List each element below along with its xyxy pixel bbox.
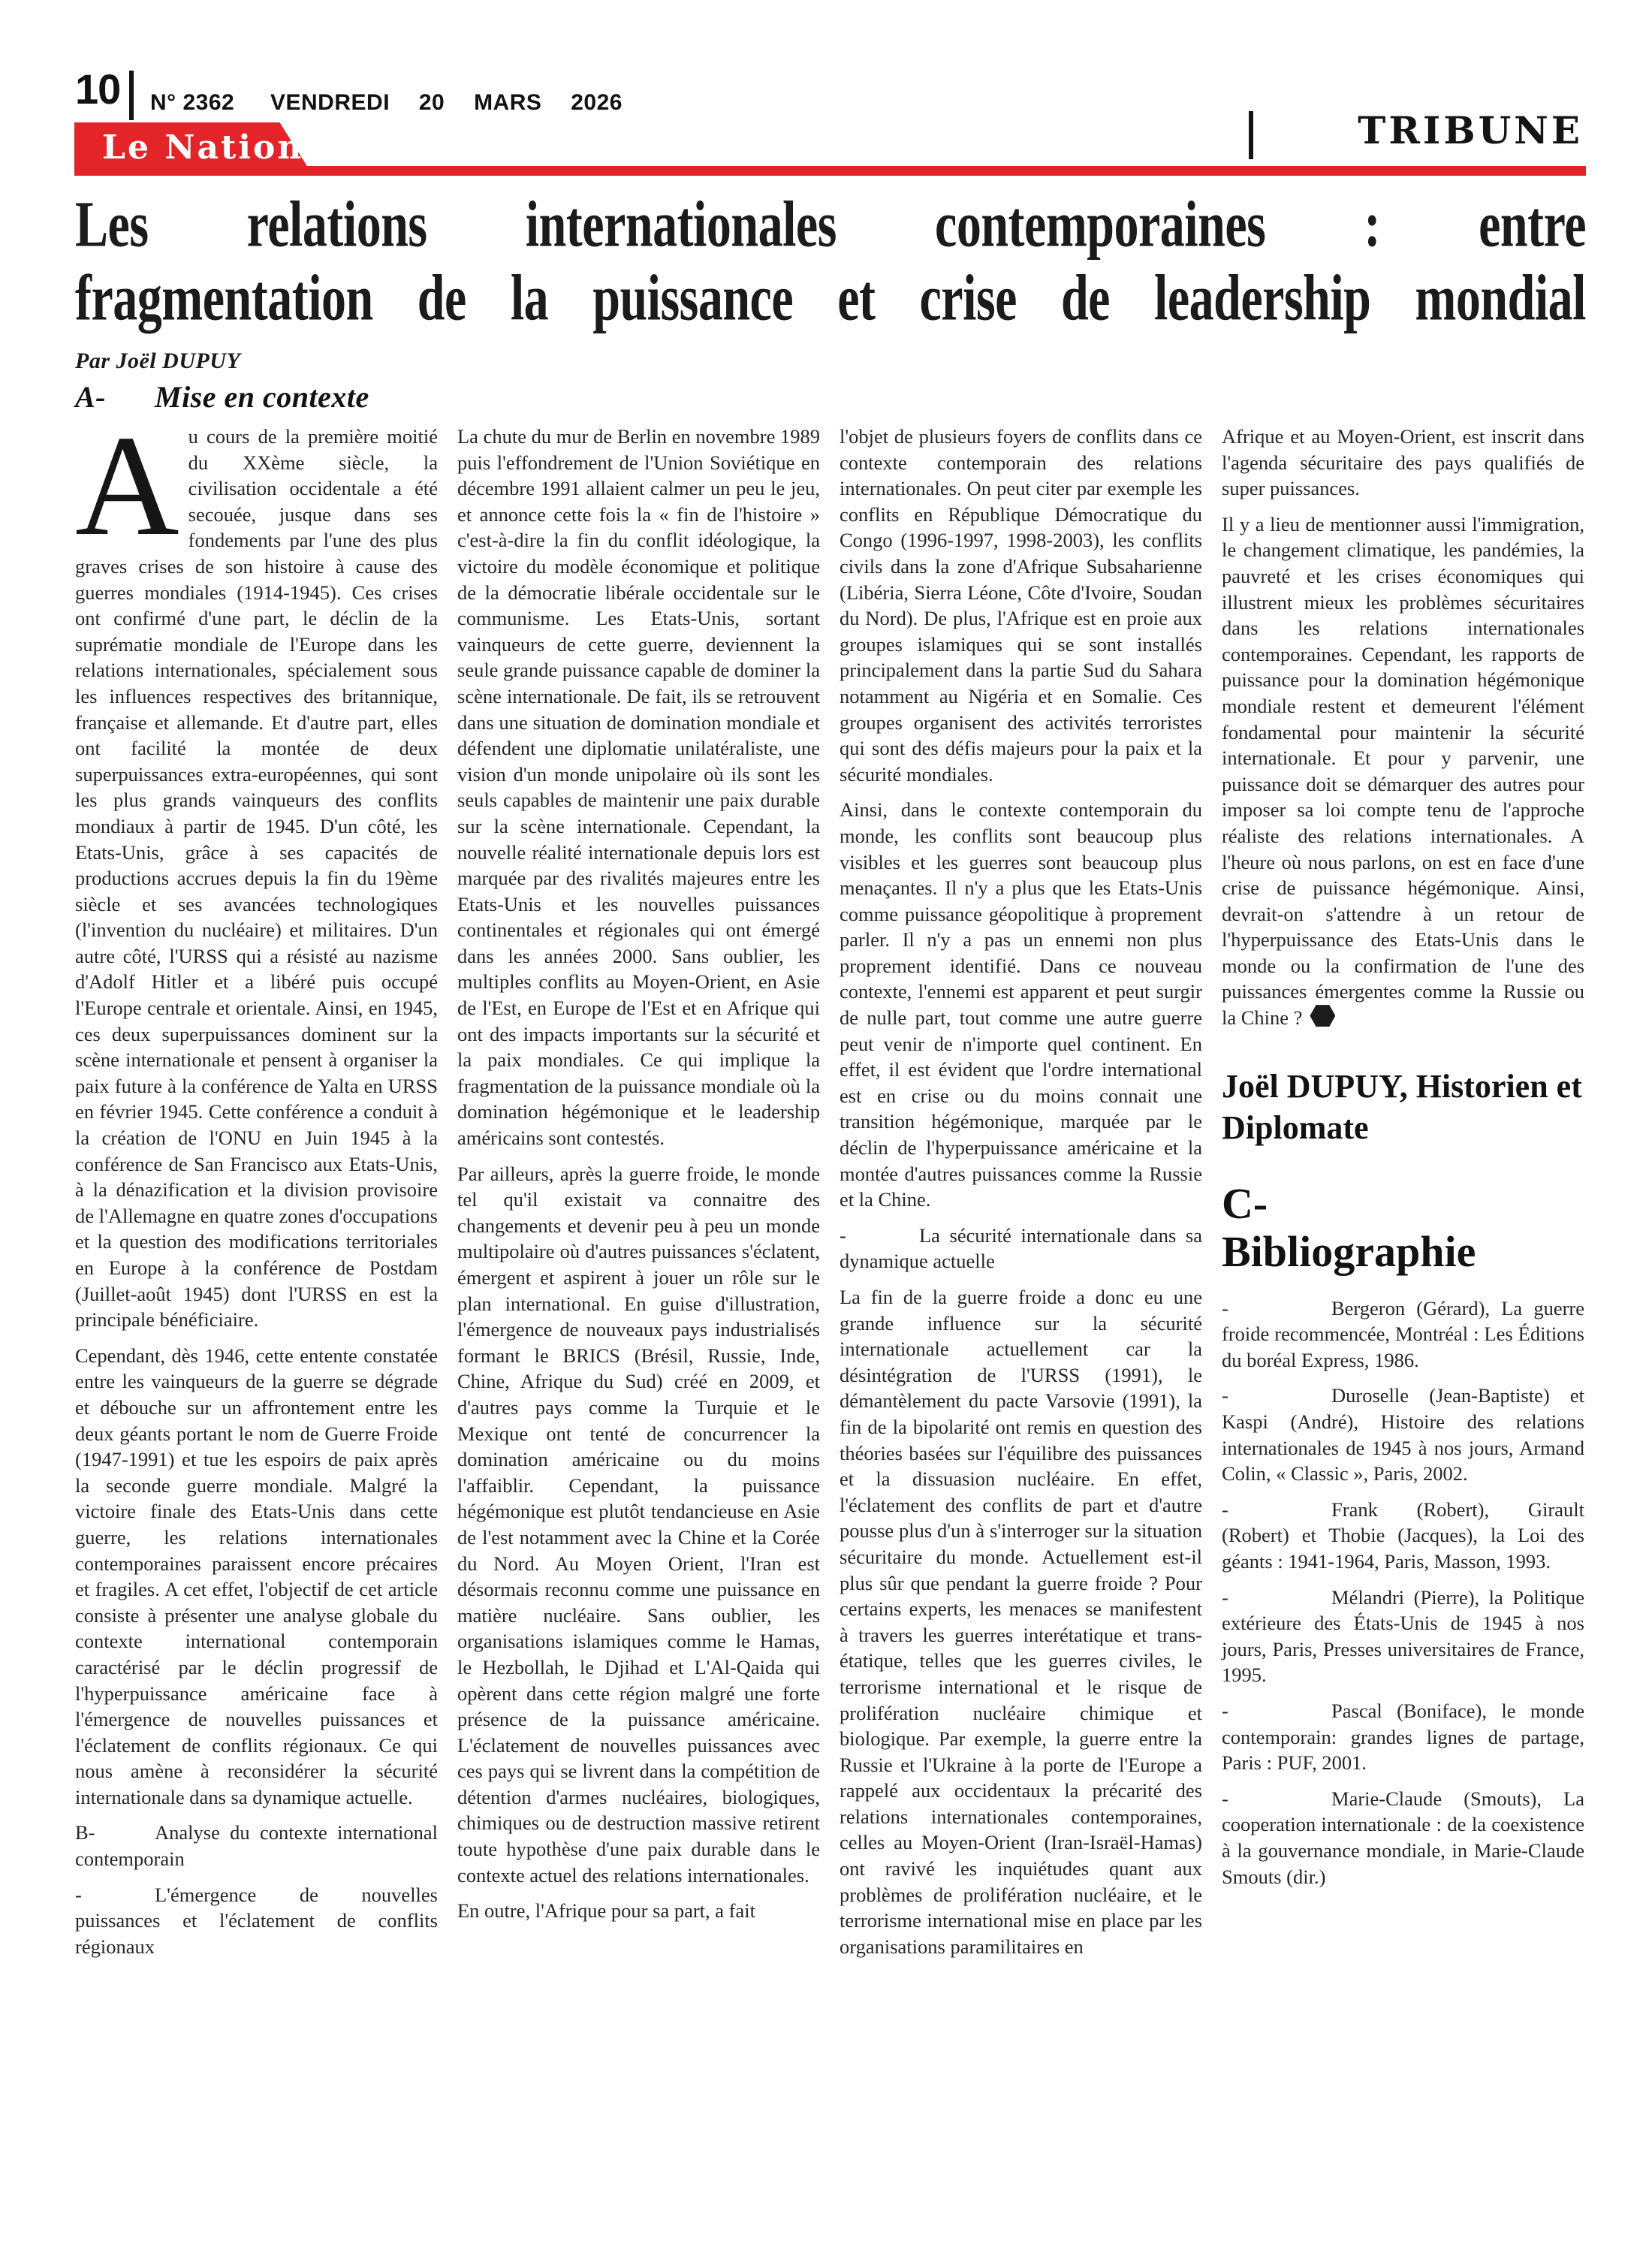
bibliography-entry (1222, 1786, 1584, 1890)
section-divider (1249, 111, 1253, 159)
paragraph-text: u cours de la première moitié du XXème siècle, la civilisation occidentale a été secouée, jusque dans ses fondements par l'une des plus graves crises de son histoire à cause des guerres mondiales (1914-1945). Ces crises ont confirmé d'une part, le déclin de la suprématie mondiale de l'Europe dans les relations internationales, spécialement sous les influences respectives des britannique, française et allemande. Et d'autre part, elles ont facilité la montée de deux superpuissances extra-européennes, qui sont les plus grands vainqueurs des conflits mondiaux à partir de 1945. D'un côté, les Etats-Unis, grâce à ses capacités de productions accrues depuis la fin du 19ème siècle et ses avancées technologiques (l'invention du nucléaire) et militaires. D'un autre côté, l'URSS qui a résisté au nazisme d'Adolf Hitler et a libéré puis occupé l'Europe centrale et orientale. Ainsi, en 1945, ces deux superpuissances dominent sur la scène internationale et pensent à organiser la paix future à la conférence de Yalta en URSS en février 1945. Cette conférence a conduit à la création de l'ONU en Juin 1945 à la conférence de San Francisco aux Etats-Unis, à la dénazification et la division provisoire de l'Allemagne en quatre zones d'occupations et la question des modifications territoriales en Europe à la conférence de Postdam (Juillet-août 1945) dont l'URSS en est la principale bénéficiaire. (75, 425, 438, 1332)
bibliography-text: Mélandri (Pierre), la Politique extérieure des États-Unis de 1945 à nos jours, Paris, Presses universitaires de France, 1995. (1222, 1585, 1584, 1687)
section-heading-c (1222, 1180, 1584, 1276)
bibliography-text: Pascal (Boniface), le monde contemporain: grandes lignes de partage, Paris : PUF, 2001. (1222, 1699, 1584, 1775)
bibliography-entry (1222, 1295, 1584, 1374)
article-end-mark-icon (1310, 1005, 1335, 1027)
bibliography-list (1222, 1295, 1584, 1890)
column-3 (840, 380, 1202, 1969)
dash-bullet: - (1222, 1585, 1228, 1609)
section-label: C- (1222, 1178, 1268, 1228)
byline: Par Joël DUPUY (75, 348, 241, 373)
headline-line-1: Les relations internationales contemporaines : entre (75, 188, 1586, 261)
section-heading-text: Mise en contexte (155, 380, 369, 414)
section-title: TRIBUNE (1358, 108, 1583, 152)
bibliography-entry (1222, 1383, 1584, 1486)
sub-heading (840, 1223, 1202, 1274)
dash-bullet: - (840, 1223, 846, 1247)
paragraph: La chute du mur de Berlin en novembre 1989 puis l'effondrement de l'Union Soviétique en décembre 1991 allaient calmer un peu le jeu, et annonce cette fois la « fin de l'histoire » c'est-à-dire la fin du conflit idéologique, la victoire du modèle économique et politique de la démocratie libérale occidentale sur le communisme. Les Etats-Unis, sortant vainqueurs de cette guerre, deviennent la seule grande puissance capable de dominer la scène internationale. De fait, ils se retrouvent dans une situation de domination mondiale et défendent une diplomatie unilatéraliste, une vision d'un monde unipolaire où ils sont les seuls capables de maintenir une paix durable sur la scène internationale. Cependant, la nouvelle réalité internationale depuis lors est marquée par des rivalités majeures entre les Etats-Unis et les nouvelles puissances continentales et régionales qui ont émergé dans les années 2000. Sans oublier, les multiples conflits au Moyen-Orient, en Asie de l'Est, en Europe de l'Est et en Afrique qui ont des impacts importants sur la sécurité et la paix mondiales. Ce qui implique la fragmentation de la puissance mondiale où la domination hégémonique et le leadership américains sont contestés. (457, 425, 820, 1150)
page-number: 10 (75, 65, 121, 113)
section-label: A- (75, 380, 106, 414)
sub-heading-text: La sécurité internationale dans sa dynamique actuelle (840, 1223, 1202, 1273)
column-2 (457, 380, 820, 1969)
edition-date: VENDREDI 20 MARS 2026 (270, 90, 623, 115)
article-columns (75, 380, 1586, 1969)
brand-name: Le National (102, 128, 342, 167)
bibliography-entry (1222, 1497, 1584, 1575)
bibliography-text: Frank (Robert), Girault (Robert) et Thobie (Jacques), la Loi des géants : 1941-1964, Paris, Masson, 1993. (1222, 1497, 1584, 1573)
paragraph: Ainsi, dans le contexte contemporain du monde, les conflits sont beaucoup plus visibles et les guerres sont beaucoup plus menaçantes. Il n'y a plus que les Etats-Unis comme puissance géopolitique à proprement parler. Il n'y a pas un ennemi non plus proprement identifié. Dans ce nouveau contexte, l'ennemi est apparent et peut surgir de nulle part, tout comme une autre guerre peut venir de n'importe quel continent. En effet, il est évident que l'ordre international est en crise ou du moins connait une transition hégémonique, marquée par le déclin de l'hyperpuissance américaine et la montée d'autres puissances comme la Russie et la Chine. (840, 798, 1202, 1211)
column-1 (75, 380, 438, 1969)
article-headline (75, 188, 1586, 335)
bibliography-entry (1222, 1585, 1584, 1688)
section-heading-a (75, 380, 438, 415)
paragraph (75, 406, 438, 1333)
page-number-divider (129, 71, 134, 120)
section-heading-text: Bibliographie (1222, 1226, 1476, 1276)
paragraph: l'objet de plusieurs foyers de conflits dans ce contexte contemporain des relations internationales. On peut citer par exemple les conflits en République Démocratique du Congo (1996-1997, 1998-2003), les conflits civils dans la zone d'Afrique Subsaharienne (Libéria, Sierra Léone, Côte d'Ivoire, Soudan du Nord). De plus, l'Afrique est en proie aux groupes islamiques qui se sont installés principalement dans la partie Sud du Sahara notamment au Nigéria et en Somalie. Ces groupes organisent des activités terroristes qui sont des défis majeurs pour la paix et la sécurité mondiales. (840, 425, 1202, 786)
bibliography-text: Marie-Claude (Smouts), La cooperation internationale : de la coexistence à la gouvernance mondiale, in Marie-Claude Smouts (dir.) (1222, 1787, 1584, 1888)
issue-number: N° 2362 (150, 90, 235, 115)
bibliography-entry (1222, 1698, 1584, 1776)
dash-bullet: - (1222, 1296, 1228, 1320)
dash-bullet: - (1222, 1787, 1228, 1810)
section-label: B- (75, 1821, 95, 1844)
drop-cap: A (75, 406, 179, 566)
sub-heading-text: L'émergence de nouvelles puissances et l'éclatement de conflits régionaux (75, 1883, 438, 1958)
paragraph: Cependant, dès 1946, cette entente constatée entre les vainqueurs de la guerre se dégrade et débouche sur un affrontement entre les deux géants portant le nom de Guerre Froide (1947-1991) et tue les espoirs de paix après la seconde guerre mondiale. Malgré la victoire finale des Etats-Unis dans cette guerre, les relations internationales contemporaines paraissent encore précaires et fragiles. A cet effet, l'objectif de cet article consiste à présenter une analyse globale du contexte international contemporain caractérisé par le déclin progressif de l'hyperpuissance américaine face à l'émergence de nouvelles puissances et l'éclatement de conflits régionaux. Ce qui nous amène à reconsidérer la sécurité internationale dans sa dynamique actuelle. (75, 1344, 438, 1808)
sub-heading (75, 1882, 438, 1960)
bibliography-text: Duroselle (Jean-Baptiste) et Kaspi (André), Histoire des relations internationales de 1945 à nos jours, Armand Colin, « Classic », Paris, 2002. (1222, 1384, 1584, 1485)
dash-bullet: - (1222, 1699, 1228, 1722)
section-heading-b (75, 1820, 438, 1871)
paragraph: La fin de la guerre froide a donc eu une grande influence sur la sécurité internationale actuellement car la désintégration de l'URSS (1991), le démantèlement du pacte Varsovie (1991), la fin de la bipolarité ont remis en question des théories basées sur l'équilibre des puissances et la dissuasion nucléaire. En effet, l'éclatement des conflits de part et d'autre pousse plus d'un à s'interroger sur la situation sécuritaire du monde. Actuellement est-il plus sûr que pendant la guerre froide ? Pour certains experts, les menaces se manifestent à travers les guerres interétatique et trans-étatique, telles que les guerres civiles, le terrorisme international et le risque de prolifération nucléaire chimique et biologique. Par exemple, la guerre entre la Russie et l'Ukraine à la porte de l'Europe a rappelé aux occidentaux la précarité des relations internationales contemporaines, celles au Moyen-Orient (Iran-Israël-Hamas) ont ravivé les inquiétudes quant aux problèmes de prolifération nucléaire, et le terrorisme international mise en place par les organisations paramilitaires en (840, 1286, 1202, 1958)
column-4 (1222, 380, 1584, 1969)
paragraph: Afrique et au Moyen-Orient, est inscrit dans l'agenda sécuritaire des pays qualifiés de super puissances. (1222, 425, 1584, 500)
paragraph (1222, 511, 1584, 1031)
bibliography-text: Bergeron (Gérard), La guerre froide recommencée, Montréal : Les Éditions du boréal Express, 1986. (1222, 1296, 1584, 1371)
author-signature: Joël DUPUY, Historien et Diplomate (1222, 1067, 1582, 1146)
paragraph: Par ailleurs, après la guerre froide, le monde tel qu'il existait va connaitre des changements et devenir peu à peu un monde multipolaire où d'autres puissances s'éclatent, émergent et aspirent à jouer un rôle sur le plan international. En guise d'illustration, l'émergence de nouveaux pays industrialisés formant le BRICS (Brésil, Russie, Inde, Chine, Afrique du Sud) créé en 2009, et d'autres pays comme la Turquie et le Mexique ont tenté de concurrencer la domination américaine ou du moins l'affaiblir. Cependant, la puissance hégémonique est plutôt tendancieuse en Asie de l'est notamment avec la Chine et la Corée du Nord. Au Moyen Orient, l'Iran est désormais reconnu comme une puissance en matière nucléaire. Sans oublier, les organisations islamiques comme le Hamas, le Hezbollah, le Djihad et L'Al-Qaida qui opèrent dans cette région malgré une forte présence de la puissance américaine. L'éclatement de nouvelles puissances avec ces pays qui se livrent dans la compétition de détention d'armes nucléaires, biologiques, chimiques ou de destruction massive retirent toute hypothèse d'une paix durable dans le contexte actuel des relations internationales. (457, 1162, 820, 1887)
headline-line-2: fragmentation de la puissance et crise de leadership mondial (75, 261, 1586, 335)
section-heading-text: Analyse du contexte international contemporain (75, 1821, 438, 1871)
dash-bullet: - (1222, 1384, 1228, 1407)
paragraph: En outre, l'Afrique pour sa part, a fait (457, 1899, 755, 1923)
paragraph-text: Il y a lieu de mentionner aussi l'immigration, le changement climatique, les pandémies, la pauvreté et les crises économiques qui illustrent mieux les problèmes sécuritaires dans les relations internationales contemporaines. Cependant, les rapports de puissance pour la domination hégémonique mondiale restent et demeurent l'élément fondamental pour maintenir la sécurité internationale. Et pour y parvenir, une puissance doit se démarquer des autres pour imposer sa loi compte tenu de l'approche réaliste des relations internationales. A l'heure où nous parlons, on est en face d'une crise de puissance hégémonique. Ainsi, devrait-on s'attendre à un retour de l'hyperpuissance des Etats-Unis dans le monde ou la confirmation de l'une des puissances émergentes comme la Russie ou la Chine ? (1222, 512, 1584, 1030)
dash-bullet: - (1222, 1497, 1228, 1521)
dash-bullet: - (75, 1883, 82, 1906)
